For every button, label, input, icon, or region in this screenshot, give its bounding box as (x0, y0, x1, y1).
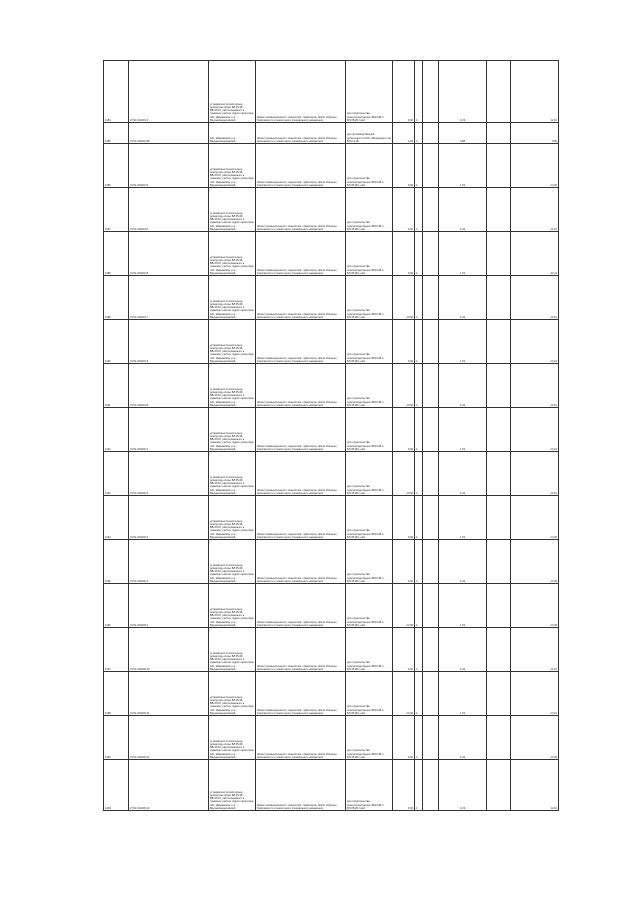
unit-code: 4 (415, 540, 423, 584)
table-row (104, 188, 559, 232)
empty-cell (487, 123, 511, 144)
cost-value: 12,10 (511, 760, 559, 811)
land-plot-register-table (103, 60, 559, 811)
unit-code: 4 (415, 320, 423, 364)
empty-cell (423, 672, 439, 716)
coefficient-value: 1,33 (439, 672, 487, 716)
cadastral-number: 37:01:010202:3 (129, 496, 209, 540)
permitted-use: для строительства электроподстанции 35/10 кВ и ВЛ-35 кВ с ней (346, 672, 393, 716)
area-value: 9,00 (393, 760, 415, 811)
coefficient-value: 1,33 (439, 716, 487, 760)
empty-cell (487, 716, 511, 760)
area-value: 10,00 (393, 364, 415, 408)
table-row (104, 452, 559, 496)
permitted-use: для строительства электроподстанции 35/10 кВ и ВЛ-35 кВ с ней (346, 188, 393, 232)
coefficient-value: 1,33 (439, 364, 487, 408)
table-row (104, 123, 559, 144)
permitted-use: для строительства электроподстанции 35/10 кВ и ВЛ-35 кВ с ней (346, 452, 393, 496)
land-category: Земли промышленности, энергетики, транспорта, земли обороны, безопасности и земли иного специального назначения (256, 760, 346, 811)
cost-value: 12,00 (511, 540, 559, 584)
unit-code: 4 (415, 408, 423, 452)
empty-cell (423, 276, 439, 320)
land-category: Земли промышленности, энергетики, транспорта, земли обороны, безопасности и земли иного специального назначения (256, 123, 346, 144)
area-value: 9,00 (393, 232, 415, 276)
location-description: установлено относительно ориентира опоры ВЛ 35 кВ ВВ-37/10, расположенного в границах участка. Адрес ориентира: обл. Ивановская, р-н Верхнеландеховский (209, 188, 256, 232)
empty-cell (487, 540, 511, 584)
cost-value: 12,15 (511, 364, 559, 408)
empty-cell (423, 61, 439, 123)
cadastral-number: 37:01:010201:8 (129, 364, 209, 408)
table-row (104, 628, 559, 672)
land-category: Земли промышленности, энергетики, транспорта, земли обороны, безопасности и земли иного специального назначения (256, 276, 346, 320)
land-category: Земли промышленности, энергетики, транспорта, земли обороны, безопасности и земли иного специального назначения (256, 232, 346, 276)
table-row (104, 408, 559, 452)
table-row (104, 716, 559, 760)
land-category: Земли промышленности, энергетики, транспорта, земли обороны, безопасности и земли иного специального назначения (256, 584, 346, 628)
empty-cell (487, 584, 511, 628)
permitted-use: для строительства электроподстанции 35/10 кВ и ВЛ-35 кВ с ней (346, 408, 393, 452)
empty-cell (423, 123, 439, 144)
cost-value: 12,00 (511, 144, 559, 188)
unit-code: 4 (415, 452, 423, 496)
area-value: 10,00 (393, 452, 415, 496)
unit-code: 4 (415, 760, 423, 811)
empty-cell (487, 672, 511, 716)
area-value: 9,00 (393, 496, 415, 540)
area-value: 9,00 (393, 540, 415, 584)
cost-value: 12,10 (511, 628, 559, 672)
location-description: установлено относительно ориентира опоры ВЛ 35 кВ ВВ-37/10, расположенного в границах участка. Адрес ориентира: обл. Ивановская, р-н Верхнеландеховский (209, 144, 256, 188)
permitted-use: для строительства электроподстанции 35/10 кВ и ВЛ-35 кВ с ней (346, 276, 393, 320)
area-value: 9,00 (393, 408, 415, 452)
empty-cell (423, 232, 439, 276)
cadastral-number: 37:01:010201:38 (129, 123, 209, 144)
cost-value: 12,11 (511, 232, 559, 276)
unit-code: 4 (415, 188, 423, 232)
table-row (104, 496, 559, 540)
empty-cell (423, 188, 439, 232)
cost-value: 12,00 (511, 496, 559, 540)
row-number: 1188 (104, 232, 129, 276)
location-description: установлено относительно ориентира опоры ВЛ 35 кВ ВВ-37/10, расположенного в границах участка. Адрес ориентира: обл. Ивановская, р-н Верхнеландеховский (209, 672, 256, 716)
coefficient-value: 1,33 (439, 320, 487, 364)
permitted-use: для строительства электроподстанции 35/10 кВ и ВЛ-35 кВ с ней (346, 716, 393, 760)
row-number: 1187 (104, 188, 129, 232)
empty-cell (487, 760, 511, 811)
cadastral-number: 37:01:010201:6 (129, 144, 209, 188)
cost-value: 12,15 (511, 452, 559, 496)
coefficient-value: 1,33 (439, 452, 487, 496)
coefficient-value: 1,33 (439, 760, 487, 811)
cadastral-number: 37:01:010201:3 (129, 61, 209, 123)
permitted-use: для строительства электроподстанции 35/10 кВ и ВЛ-35 кВ с ней (346, 760, 393, 811)
table-row (104, 540, 559, 584)
unit-code: 4 (415, 144, 423, 188)
permitted-use: для производственной деятельности ОАО «Меридиан» под ВЛ-0,4 кВ (346, 123, 393, 144)
empty-cell (423, 540, 439, 584)
cost-value: 12,15 (511, 672, 559, 716)
area-value: 10,00 (393, 276, 415, 320)
location-description: установлено относительно ориентира опоры ВЛ 35 кВ ВВ-37/10, расположенного в границах участка. Адрес ориентира: обл. Ивановская, р-н Верхнеландеховский (209, 320, 256, 364)
area-value: 9,00 (393, 144, 415, 188)
area-value: 4,00 (393, 123, 415, 144)
table-row (104, 61, 559, 123)
location-description: установлено относительно ориентира опоры ВЛ 35 кВ ВВ-37/10, расположенного в границах участка. Адрес ориентира: обл. Ивановская, р-н Верхнеландеховский (209, 452, 256, 496)
coefficient-value: 0,88 (439, 123, 487, 144)
location-description: установлено относительно ориентира опоры ВЛ 35 кВ ВВ-37/10, расположенного в границах участка. Адрес ориентира: обл. Ивановская, р-н Верхнеландеховский (209, 232, 256, 276)
row-number: 1195 (104, 540, 129, 584)
unit-code: 4 (415, 232, 423, 276)
table-row (104, 584, 559, 628)
unit-code: 4 (415, 364, 423, 408)
cadastral-number: 37:01:010202:2 (129, 452, 209, 496)
permitted-use: для строительства электроподстанции 35/10 кВ и ВЛ-35 кВ с ней (346, 61, 393, 123)
land-category: Земли промышленности, энергетики, транспорта, земли обороны, безопасности и земли иного специального назначения (256, 716, 346, 760)
cadastral-number: 37:01:010201:5 (129, 188, 209, 232)
empty-cell (487, 452, 511, 496)
cost-value: 12,00 (511, 716, 559, 760)
row-number: 1186 (104, 144, 129, 188)
cost-value: 0,65 (511, 123, 559, 144)
coefficient-value: 1,33 (439, 584, 487, 628)
cadastral-number: 37:01:010203:10 (129, 628, 209, 672)
cadastral-number: 37:01:010201:7 (129, 276, 209, 320)
coefficient-value: 1,33 (439, 276, 487, 320)
empty-cell (487, 144, 511, 188)
empty-cell (487, 232, 511, 276)
cost-value: 12,10 (511, 320, 559, 364)
empty-cell (423, 320, 439, 364)
cadastral-number: 37:01:010203:13 (129, 760, 209, 811)
land-category: Земли промышленности, энергетики, транспорта, земли обороны, безопасности и земли иного специального назначения (256, 408, 346, 452)
area-value: 9,00 (393, 61, 415, 123)
row-number: 1185 (104, 123, 129, 144)
row-number: 1189 (104, 276, 129, 320)
coefficient-value: 1,33 (439, 232, 487, 276)
permitted-use: для строительства электроподстанции 35/10 кВ и ВЛ-35 кВ с ней (346, 320, 393, 364)
location-description: установлено относительно ориентира опоры ВЛ 35 кВ ВВ-37/10, расположенного в границах участка. Адрес ориентира: обл. Ивановская, р-н Верхнеландеховский (209, 61, 256, 123)
area-value: 9,00 (393, 716, 415, 760)
empty-cell (487, 408, 511, 452)
table-row (104, 364, 559, 408)
location-description: установлено относительно ориентира опоры ВЛ 35 кВ ВВ-37/10, расположенного в границах участка. Адрес ориентира: обл. Ивановская, р-н Верхнеландеховский (209, 496, 256, 540)
row-number: 1197 (104, 628, 129, 672)
empty-cell (423, 628, 439, 672)
land-category: Земли промышленности, энергетики, транспорта, земли обороны, безопасности и земли иного специального назначения (256, 188, 346, 232)
permitted-use: для строительства электроподстанции 35/10 кВ и ВЛ-35 кВ с ней (346, 584, 393, 628)
location-description: установлено относительно ориентира опоры ВЛ 35 кВ ВВ-37/10, расположенного в границах участка. Адрес ориентира: обл. Ивановская, р-н Верхнеландеховский (209, 408, 256, 452)
cadastral-number: 37:01:010203:1 (129, 584, 209, 628)
empty-cell (423, 452, 439, 496)
coefficient-value: 1,33 (439, 540, 487, 584)
row-number: 1190 (104, 320, 129, 364)
coefficient-value: 1,33 (439, 628, 487, 672)
table-row (104, 144, 559, 188)
unit-code: 4 (415, 584, 423, 628)
unit-code: 4 (415, 672, 423, 716)
cadastral-number: 37:01:010202:4 (129, 540, 209, 584)
land-category: Земли промышленности, энергетики, транспорта, земли обороны, безопасности и земли иного специального назначения (256, 496, 346, 540)
empty-cell (423, 760, 439, 811)
location-description: установлено относительно ориентира опоры ВЛ 35 кВ ВВ-37/10, расположенного в границах участка. Адрес ориентира: обл. Ивановская, р-н Верхнеландеховский (209, 364, 256, 408)
permitted-use: для строительства электроподстанции 35/10 кВ и ВЛ-35 кВ с ней (346, 364, 393, 408)
location-description: установлено относительно ориентира опоры ВЛ 35 кВ ВВ-37/10, расположенного в границах участка. Адрес ориентира: обл. Ивановская, р-н Верхнеландеховский (209, 628, 256, 672)
empty-cell (487, 61, 511, 123)
area-value: 12,00 (393, 584, 415, 628)
cadastral-number: 37:01:010203:11 (129, 672, 209, 716)
area-value: 10,00 (393, 672, 415, 716)
land-category: Земли промышленности, энергетики, транспорта, земли обороны, безопасности и земли иного специального назначения (256, 320, 346, 364)
cadastral-number: 37:01:010203:12 (129, 716, 209, 760)
location-description: установлено относительно ориентира опоры ВЛ 35 кВ ВВ-37/10, расположенного в границах участка. Адрес ориентира: обл. Ивановская, р-н Верхнеландеховский (209, 276, 256, 320)
location-description: обл. Ивановская, р-н Верхнеландеховский (209, 123, 256, 144)
land-category: Земли промышленности, энергетики, транспорта, земли обороны, безопасности и земли иного специального назначения (256, 628, 346, 672)
row-number: 1196 (104, 584, 129, 628)
area-value: 9,00 (393, 320, 415, 364)
land-category: Земли промышленности, энергетики, транспорта, земли обороны, безопасности и земли иного специального назначения (256, 540, 346, 584)
row-number: 1184 (104, 61, 129, 123)
unit-code: 4 (415, 716, 423, 760)
coefficient-value: 1,33 (439, 61, 487, 123)
cost-value: 12,10 (511, 188, 559, 232)
location-description: установлено относительно ориентира опоры ВЛ 35 кВ ВВ-37/10, расположенного в границах участка. Адрес ориентира: обл. Ивановская, р-н Верхнеландеховский (209, 540, 256, 584)
unit-code: 4 (415, 628, 423, 672)
table-row (104, 276, 559, 320)
unit-code: 4 (415, 61, 423, 123)
permitted-use: для строительства электроподстанции 35/10 кВ и ВЛ-35 кВ с ней (346, 628, 393, 672)
row-number: 1199 (104, 716, 129, 760)
empty-cell (487, 320, 511, 364)
empty-cell (423, 408, 439, 452)
row-number: 1191 (104, 364, 129, 408)
empty-cell (487, 276, 511, 320)
empty-cell (423, 716, 439, 760)
empty-cell (487, 496, 511, 540)
row-number: 1198 (104, 672, 129, 716)
empty-cell (487, 188, 511, 232)
cadastral-number: 37:01:010201:8 (129, 232, 209, 276)
table-row (104, 672, 559, 716)
area-value: 9,00 (393, 628, 415, 672)
land-category: Земли промышленности, энергетики, транспорта, земли обороны, безопасности и земли иного специального назначения (256, 364, 346, 408)
location-description: установлено относительно ориентира опоры ВЛ 35 кВ ВВ-37/10, расположенного в границах участка. Адрес ориентира: обл. Ивановская, р-н Верхнеландеховский (209, 716, 256, 760)
permitted-use: для строительства электроподстанции 35/10 кВ и ВЛ-35 кВ с ней (346, 144, 393, 188)
empty-cell (423, 144, 439, 188)
table-row (104, 760, 559, 811)
land-category: Земли промышленности, энергетики, транспорта, земли обороны, безопасности и земли иного специального назначения (256, 144, 346, 188)
cost-value: 12,10 (511, 408, 559, 452)
unit-code: 4 (415, 496, 423, 540)
permitted-use: для строительства электроподстанции 35/10 кВ и ВЛ-35 кВ с ней (346, 540, 393, 584)
land-category: Земли промышленности, энергетики, транспорта, земли обороны, безопасности и земли иного специального назначения (256, 672, 346, 716)
area-value: 9,00 (393, 188, 415, 232)
cost-value: 12,15 (511, 276, 559, 320)
land-category: Земли промышленности, энергетики, транспорта, земли обороны, безопасности и земли иного специального назначения (256, 61, 346, 123)
row-number: 1194 (104, 496, 129, 540)
land-category: Земли промышленности, энергетики, транспорта, земли обороны, безопасности и земли иного специального назначения (256, 452, 346, 496)
coefficient-value: 1,33 (439, 496, 487, 540)
cost-value: 12,10 (511, 61, 559, 123)
cost-value: 14,35 (511, 584, 559, 628)
unit-code: 4 (415, 276, 423, 320)
permitted-use: для строительства электроподстанции 35/10 кВ и ВЛ-35 кВ с ней (346, 496, 393, 540)
permitted-use: для строительства электроподстанции 35/10 кВ и ВЛ-35 кВ с ней (346, 232, 393, 276)
row-number: 1200 (104, 760, 129, 811)
coefficient-value: 1,33 (439, 408, 487, 452)
coefficient-value: 1,33 (439, 144, 487, 188)
location-description: установлено относительно ориентира опоры ВЛ 35 кВ ВВ-37/10, расположенного в границах участка. Адрес ориентира: обл. Ивановская, р-н Верхнеландеховский (209, 760, 256, 811)
empty-cell (423, 496, 439, 540)
table-row (104, 232, 559, 276)
empty-cell (487, 628, 511, 672)
row-number: 1193 (104, 452, 129, 496)
empty-cell (423, 584, 439, 628)
cadastral-number: 37:01:010202:1 (129, 408, 209, 452)
coefficient-value: 1,33 (439, 188, 487, 232)
row-number: 1192 (104, 408, 129, 452)
cadastral-number: 37:01:010201:9 (129, 320, 209, 364)
table-row (104, 320, 559, 364)
location-description: установлено относительно ориентира опоры ВЛ 35 кВ ВВ-37/10, расположенного в границах участка. Адрес ориентира: обл. Ивановская, р-н Верхнеландеховский (209, 584, 256, 628)
unit-code: 4 (415, 123, 423, 144)
empty-cell (423, 364, 439, 408)
empty-cell (487, 364, 511, 408)
